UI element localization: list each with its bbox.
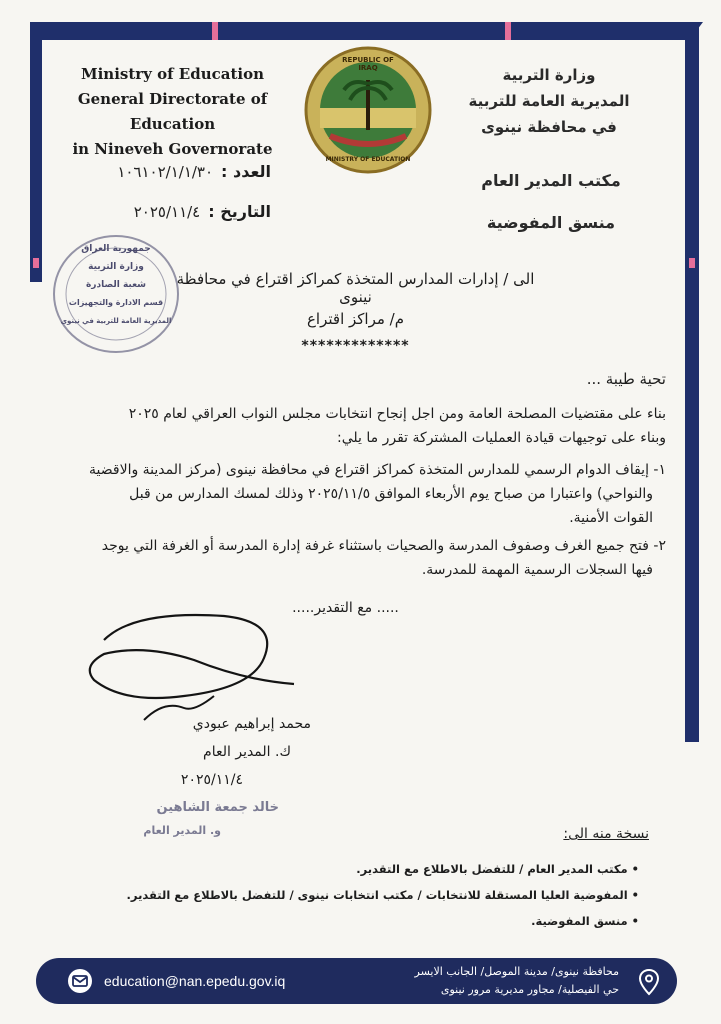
- left-border: [30, 22, 42, 282]
- signer-title: ك. المدير العام: [203, 744, 291, 760]
- signer-name: محمد إبراهيم عبودي: [192, 716, 311, 732]
- separator-stars: *************: [301, 338, 410, 354]
- english-header: [55, 62, 290, 162]
- copy-item: • المفوضية العليا المستقلة للانتخابات / مكتب انتخابات نينوى / للتفضل بالاطلاع مع التقدير.: [126, 888, 639, 902]
- outgoing-stamp: [50, 232, 182, 356]
- stamp-line: جمهورية العراق: [81, 244, 151, 254]
- point-1: ١- إيقاف الدوام الرسمي للمدارس المتخذة كمراكز اقتراع في محافظة نينوى (مركز المدينة والاقضية: [89, 462, 666, 478]
- seal-bottom-text: MINISTRY OF EDUCATION: [325, 156, 411, 163]
- header-en-line: in Nineveh Governorate: [72, 140, 273, 158]
- greeting: تحية طيبة ...: [586, 370, 666, 388]
- recipient-line: الى / إدارات المدارس المتخذة كمراكز اقتراع في محافظة نينوى: [176, 270, 535, 306]
- handwritten-signature: [74, 600, 314, 730]
- border-accent: [505, 22, 511, 40]
- secondary-stamp-title: و. المدير العام: [143, 824, 221, 837]
- arabic-header: [439, 62, 659, 140]
- point-1: والنواحي) واعتبارا من صباح يوم الأربعاء الموافق ٢٠٢٥/١١/٥ وذلك لمسك المدارس من قبل: [129, 486, 653, 502]
- signature-date: ٢٠٢٥/١١/٤: [180, 772, 243, 788]
- border-accent: [33, 258, 39, 268]
- header-ar-line: المديرية العامة للتربية: [468, 92, 630, 110]
- top-border: [30, 22, 703, 40]
- date-value: ٢٠٢٥/١١/٤: [133, 203, 201, 221]
- seal-top-text: REPUBLIC OF IRAQ: [342, 56, 394, 72]
- border-accent: [212, 22, 218, 40]
- copy-item: • منسق المفوضية.: [531, 914, 639, 928]
- footer-address: [415, 963, 619, 999]
- stamp-line: شعبة الصادرة: [85, 280, 147, 290]
- border-accent: [689, 258, 695, 268]
- intro-line: وبناء على توجيهات قيادة العمليات المشتركة تقرر ما يلي:: [337, 430, 666, 446]
- header-en-line: Ministry of Education: [80, 65, 265, 83]
- number-label: العدد :: [221, 162, 271, 181]
- header-en-line: General Directorate of Education: [77, 90, 268, 133]
- intro-line: بناء على مقتضيات المصلحة العامة ومن اجل إنجاح انتخابات مجلس النواب العراقي لعام ٢٠٢٥: [128, 406, 666, 422]
- reference-date: [134, 202, 271, 221]
- stamp-line: وزارة التربية: [88, 262, 144, 272]
- office-line: منسق المفوضية: [486, 213, 616, 232]
- right-border: [685, 22, 699, 742]
- point-2: فيها السجلات الرسمية المهمة للمدرسة.: [421, 562, 653, 578]
- copy-item: • مكتب المدير العام / للتفضل بالاطلاع مع التقدير.: [356, 862, 639, 876]
- number-value: ١٠٦١٠٢/١/١/٣٠: [117, 163, 214, 181]
- address-line: محافظة نينوى/ مدينة الموصل/ الجانب الايسر: [414, 965, 619, 978]
- header-ar-line: في محافظة نينوى: [481, 118, 617, 136]
- reference-number: [117, 162, 271, 181]
- office-line: مكتب المدير العام: [481, 171, 621, 190]
- location-pin-icon: [637, 968, 661, 996]
- point-2: ٢- فتح جميع الغرف وصفوف المدرسة والصحيات باستثناء غرفة إدارة المدرسة أو الغرفة التي يوجد: [101, 538, 666, 554]
- closing-line: ..... مع التقدير.....: [292, 600, 399, 616]
- footer-bar: [36, 958, 677, 1004]
- envelope-icon: [68, 969, 92, 993]
- address-line: حي الفيصلية/ مجاور مديرية مرور نينوى: [440, 983, 619, 996]
- arabic-offices: [441, 160, 661, 244]
- footer-email[interactable]: education@nan.epedu.gov.iq: [104, 973, 286, 989]
- stamp-line: المديرية العامة للتربية في نينوى: [60, 317, 172, 325]
- subject-line: م/ مراكز اقتراع: [306, 310, 405, 328]
- secondary-stamp-name: خالد جمعة الشاهين: [156, 800, 279, 815]
- ministry-seal: [302, 44, 434, 176]
- stamp-line: قسم الادارة والتجهيزات: [68, 298, 164, 307]
- point-1: القوات الأمنية.: [569, 510, 653, 526]
- copies-list: [79, 856, 639, 934]
- copies-heading: نسخة منه الى:: [563, 826, 649, 842]
- header-ar-line: وزارة التربية: [502, 66, 596, 84]
- date-label: التاريخ :: [208, 202, 271, 221]
